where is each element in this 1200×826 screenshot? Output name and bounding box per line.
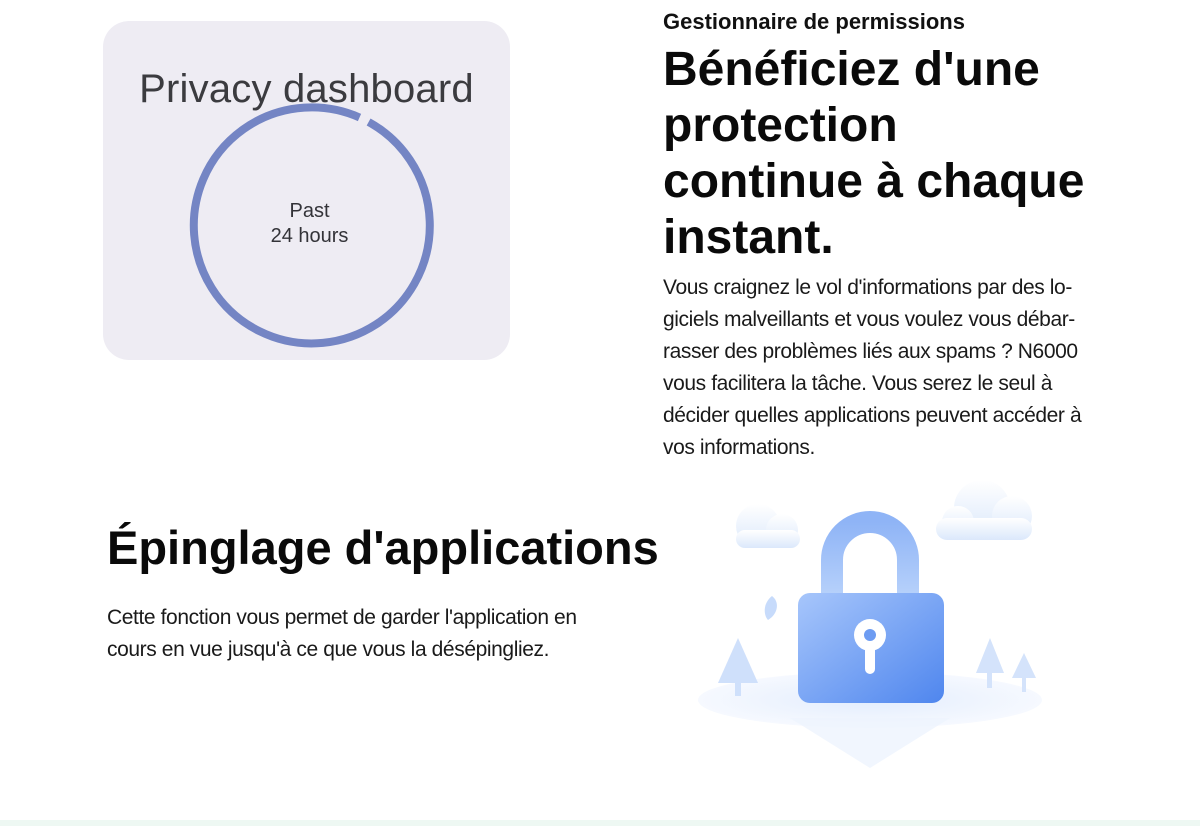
cloud-icon [736, 504, 800, 548]
bottom-divider [0, 820, 1200, 826]
ring-label-past: Past [289, 200, 330, 222]
keyhole-center [864, 629, 876, 641]
ground-shadow [790, 718, 950, 768]
body-line: Vous craignez le vol d'informations par des lo- [663, 276, 1072, 299]
cloud-icon [936, 480, 1032, 540]
body-line: vos informations. [663, 436, 815, 459]
keyhole-slot [865, 638, 875, 674]
ring-label-hours: 24 hours [270, 225, 349, 247]
headline-line: Bénéficiez d'une [663, 43, 1040, 96]
body-line: décider quelles applications peuvent accéder à [663, 404, 1082, 427]
section-eyebrow: Gestionnaire de permissions [663, 9, 965, 34]
body-line: giciels malveillants et vous voulez vous débar- [663, 308, 1075, 331]
leaf-icon [765, 596, 777, 620]
privacy-dashboard-title: Privacy dashboard [139, 67, 474, 111]
lock-shackle [832, 522, 908, 598]
padlock-icon [690, 478, 1050, 778]
section-body [663, 272, 1153, 464]
pinning-body-line: cours en vue jusqu'à ce que vous la désépingliez. [107, 638, 550, 661]
headline-line: protection [663, 99, 898, 152]
body-line: vous facilitera la tâche. Vous serez le seul à [663, 372, 1052, 395]
pinning-title: Épinglage d'applications [107, 521, 659, 574]
body-line: rasser des problèmes liés aux spams ? N6000 [663, 340, 1078, 363]
headline-line: continue à chaque [663, 155, 1085, 208]
privacy-ring-chart [0, 0, 620, 380]
pinning-body [107, 602, 687, 666]
pinning-body-line: Cette fonction vous permet de garder l'application en [107, 606, 577, 629]
headline-line: instant. [663, 211, 834, 264]
section-headline [663, 42, 1163, 266]
